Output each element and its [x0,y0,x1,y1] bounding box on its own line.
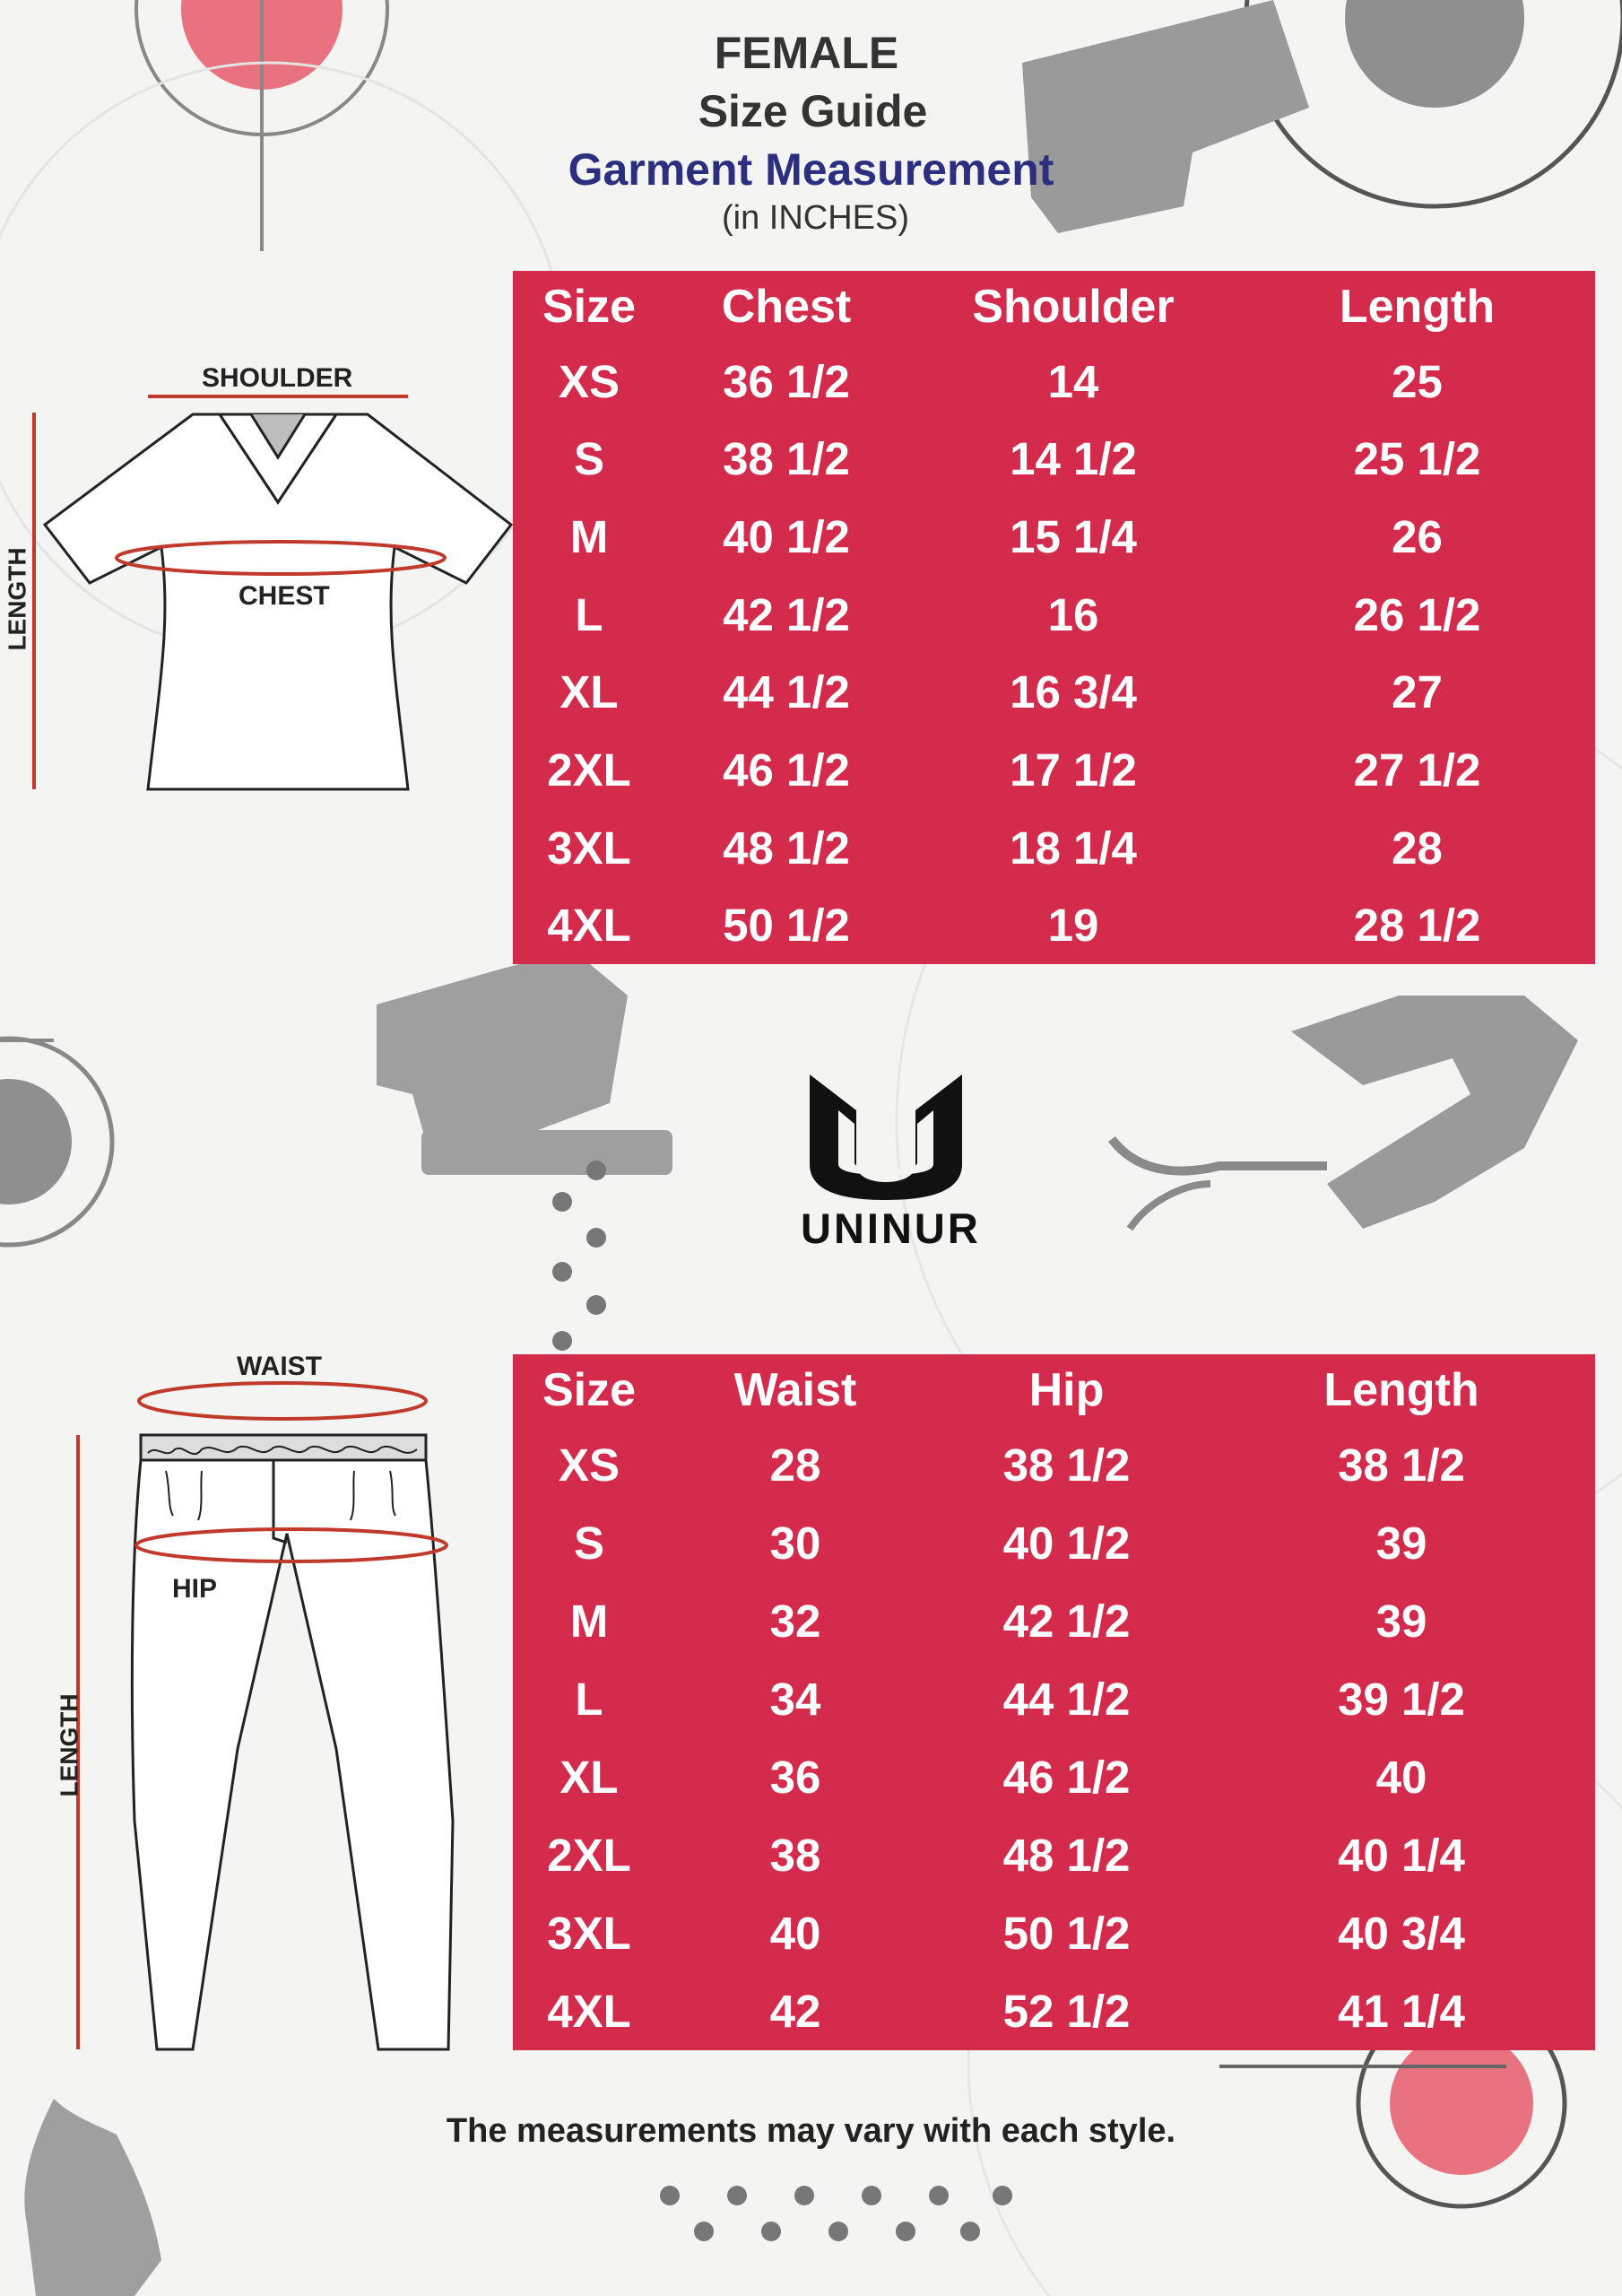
bottom-table-cell: 38 1/2 [1002,1439,1131,1491]
header-garment-measurement: Garment Measurement [568,144,1054,195]
shoulder-label: SHOULDER [202,363,353,393]
top-table-cell: 46 1/2 [723,744,850,796]
top-col-chest: Chest [721,281,852,333]
bottom-table-row [513,1894,1595,1972]
top-table-cell: 16 3/4 [1010,666,1137,718]
bottom-table-row [513,1738,1595,1816]
bottom-table-cell: 52 1/2 [1002,1986,1131,2037]
bottom-table-cell: 28 [769,1439,821,1491]
top-size-table [513,271,1595,964]
bottom-table-cell: 2XL [547,1830,631,1881]
bottom-table-row [513,1426,1595,1504]
waist-label: WAIST [237,1352,322,1381]
bottom-table-cell: L [575,1674,603,1725]
top-table-cell: 28 1/2 [1353,900,1481,952]
top-table-cell: 17 1/2 [1010,744,1137,796]
chest-label: CHEST [239,581,330,611]
bottom-table-cell: 42 [769,1986,821,2037]
hip-label: HIP [172,1574,218,1604]
bottom-table-cell: 44 1/2 [1002,1674,1131,1725]
bottom-table-row [513,1972,1595,2050]
bottom-table-cell: M [569,1596,609,1647]
top-table-row [513,654,1595,732]
bottom-table-cell: 50 1/2 [1002,1908,1131,1959]
bottom-table-cell: 34 [769,1674,821,1725]
brand-name: UNINUR [801,1205,981,1252]
top-table-cell: 25 1/2 [1353,433,1481,485]
top-table-cell: 2XL [547,744,631,796]
bottom-table-cell: 30 [769,1518,821,1569]
bottom-table-cell: 41 1/4 [1338,1986,1465,2037]
top-length-label: LENGTH [3,547,31,651]
top-table-row [513,731,1595,809]
uninur-logo [801,1074,971,1200]
bottom-table-cell: XL [559,1752,619,1803]
bottom-table-cell: XS [558,1439,620,1491]
bottom-table-row [513,1504,1595,1582]
top-col-size: Size [542,281,637,333]
top-table-cell: 4XL [547,900,631,952]
top-table-cell: 14 1/2 [1010,433,1137,485]
bottom-table-row [513,1660,1595,1738]
top-table-row [513,576,1595,654]
bottom-table-cell: 3XL [547,1908,631,1959]
bottom-table-cell: 48 1/2 [1002,1830,1131,1881]
top-table-cell: 26 1/2 [1353,588,1481,640]
top-table-cell: 14 [1047,355,1099,407]
top-table-cell: S [573,433,605,485]
top-table-cell: XL [559,666,619,718]
top-table-row [513,886,1595,964]
top-table-cell: 18 1/4 [1010,822,1137,874]
top-table-row [513,343,1595,421]
bottom-col-size: Size [542,1364,637,1416]
top-table-cell: 50 1/2 [723,900,850,952]
bottom-table-cell: 32 [769,1596,821,1647]
top-table-cell: 38 1/2 [723,433,850,485]
bottom-size-table [513,1354,1595,2050]
bottom-table-cell: 46 1/2 [1002,1752,1131,1803]
bottom-table-cell: 38 1/2 [1338,1439,1465,1491]
top-col-shoulder: Shoulder [972,281,1175,333]
header-size-guide: Size Guide [698,86,928,136]
bottom-table-cell: 38 [769,1830,821,1881]
top-table-cell: 36 1/2 [723,355,850,407]
bottom-table-row [513,1582,1595,1660]
bottom-table-cell: 40 3/4 [1338,1908,1465,1959]
top-table-cell: 15 1/4 [1010,511,1137,563]
bottom-length-label: LENGTH [55,1693,83,1797]
bottom-col-hip: Hip [1028,1364,1105,1416]
bottom-table-row [513,1816,1595,1894]
bottom-col-waist: Waist [733,1364,857,1416]
bottom-table-cell: S [573,1518,605,1569]
top-table-cell: 3XL [547,822,631,874]
top-table-cell: 27 [1392,666,1443,718]
top-table-cell: 25 [1392,355,1443,407]
bottom-table-cell: 39 [1375,1518,1427,1569]
bottom-table-cell: 36 [769,1752,821,1803]
top-table-cell: 28 [1392,822,1443,874]
top-col-length: Length [1339,281,1496,333]
top-table-cell: M [569,511,609,563]
pants-diagram [67,1372,489,2063]
top-table-row [513,421,1595,499]
bottom-table-cell: 40 1/4 [1338,1830,1465,1881]
bottom-table-cell: 39 [1375,1596,1427,1647]
top-table-cell: 26 [1392,511,1443,563]
bottom-table-cell: 4XL [547,1986,631,2037]
top-table-cell: 48 1/2 [723,822,850,874]
top-table-cell: 27 1/2 [1353,744,1481,796]
top-table-cell: 44 1/2 [723,666,850,718]
footer-note: The measurements may vary with each style. [446,2112,1176,2150]
bottom-table-cell: 40 1/2 [1002,1518,1131,1569]
top-table-cell: XS [558,355,620,407]
bottom-table-cell: 42 1/2 [1002,1596,1131,1647]
bottom-table-cell: 40 [1375,1752,1427,1803]
bottom-table-cell: 40 [769,1908,821,1959]
top-table-cell: L [575,588,603,640]
top-table-cell: 16 [1047,588,1099,640]
header-unit: (in INCHES) [721,199,910,237]
bottom-table-cell: 39 1/2 [1338,1674,1465,1725]
bottom-col-length: Length [1323,1364,1479,1416]
header-gender: FEMALE [714,28,899,78]
top-table-cell: 40 1/2 [723,511,850,563]
top-table-cell: 19 [1047,900,1099,952]
top-table-row [513,498,1595,576]
top-table-cell: 42 1/2 [723,588,850,640]
top-table-row [513,809,1595,887]
